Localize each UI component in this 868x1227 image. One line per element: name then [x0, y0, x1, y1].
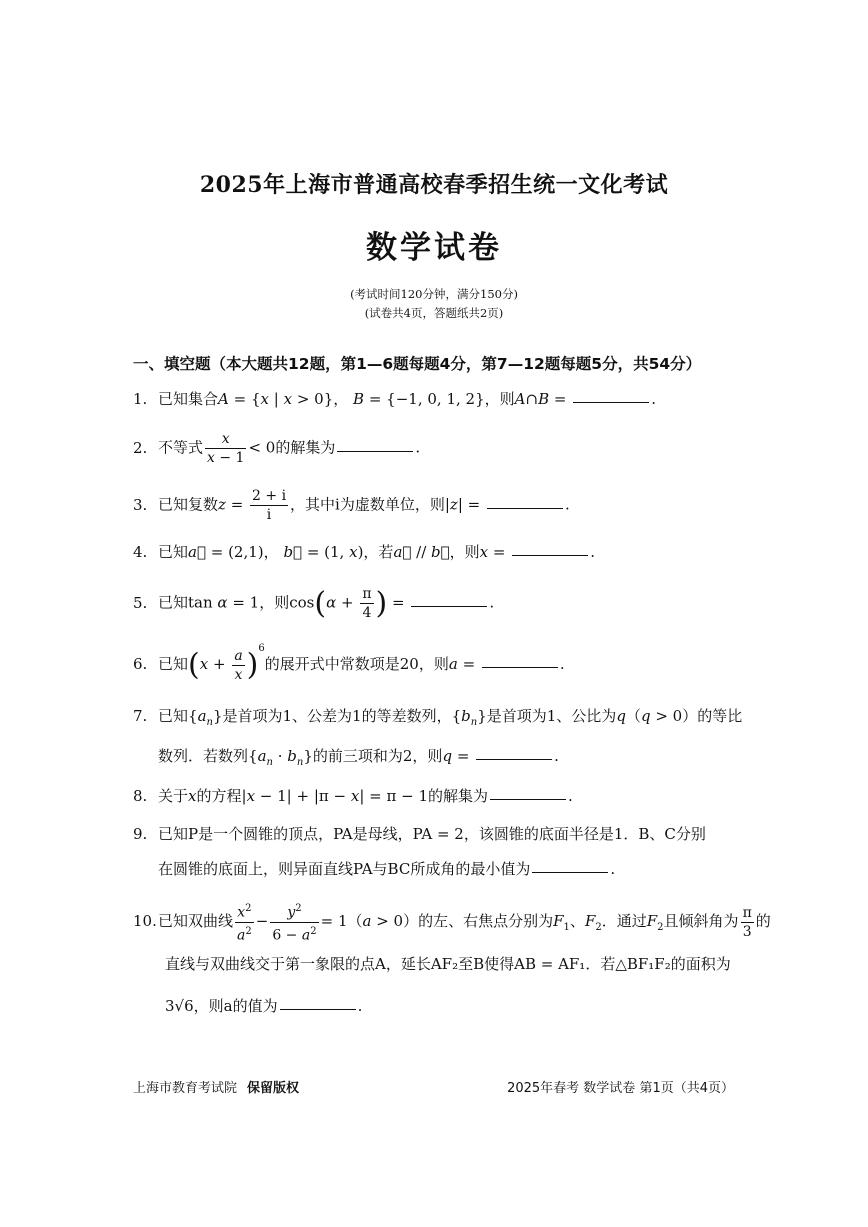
- question-1: 1. 已知集合A = {x | x > 0}， B = {−1, 0, 1, 2}，则A∩B = .: [133, 390, 656, 408]
- question-9: 9. 已知P是一个圆锥的顶点，PA是母线，PA = 2，该圆锥的底面半径是1．B、C分别: [133, 825, 706, 843]
- question-7-line-2: 数列．若数列$\{a_n \cdot b_n\}$的前三项和为2，则q = .: [158, 747, 559, 768]
- question-3: 3. 已知复数z = $\frac{2 + i}{i}$ ，其中i为虚数单位，则|z| = .: [133, 488, 570, 523]
- answer-blank[interactable]: [490, 798, 566, 800]
- exam-title: 2025年上海市普通高校春季招生统一文化考试: [199, 172, 669, 198]
- answer-blank[interactable]: [487, 507, 563, 509]
- question-10: 10.已知双曲线 $\frac{x^2}{a^2}$ − $\frac{y^2}{6 - a^2}$ = 1（a > 0）的左、右焦点分别为$F_1$、$F_2$．通过$F_2$且倾斜角为 $\frac{\pi}{3}$ 的: [133, 900, 771, 944]
- answer-blank[interactable]: [337, 450, 413, 452]
- exam-pages-note: (试卷共4页，答题纸共2页): [364, 306, 504, 320]
- footer-page-info: 2025年春考 数学试卷 第1页（共4页）: [507, 1081, 734, 1096]
- answer-blank[interactable]: [280, 1008, 356, 1010]
- question-9-line-2: 在圆锥的底面上，则异面直线PA与BC所成角的最小值为 .: [158, 860, 616, 878]
- question-2: 2. 不等式 $\frac{x}{x - 1}$ < 0的解集为 .: [133, 431, 421, 466]
- question-10-line-3: 3√6，则a的值为 .: [165, 997, 363, 1015]
- footer-publisher: 上海市教育考试院 保留版权: [133, 1081, 300, 1096]
- answer-blank[interactable]: [476, 758, 552, 760]
- question-4: 4. 已知a⃗ = (2,1)， b⃗ = (1, x)，若a⃗ // b⃗，则x = .: [133, 543, 596, 561]
- question-6: 6. 已知(x + $\frac{a}{x}$ )$^6$的展开式中常数项是20，则a = .: [133, 643, 565, 683]
- question-10-line-2: 直线与双曲线交于第一象限的点A，延长AF₂至B使得AB = AF₁．若△BF₁F₂的面积为: [165, 955, 731, 973]
- question-7: 7. 已知$\{a_n\}$是首项为1、公差为1的等差数列，$\{b_n\}$是首项为1、公比为q（q > 0）的等比: [133, 707, 743, 728]
- section-heading: 一、填空题（本大题共12题，第1—6题每题4分，第7—12题每题5分，共54分）: [133, 355, 702, 373]
- exam-time-note: (考试时间120分钟，满分150分): [350, 287, 518, 301]
- answer-blank[interactable]: [573, 401, 649, 403]
- exam-subtitle: 数学试卷: [366, 230, 502, 266]
- answer-blank[interactable]: [512, 554, 588, 556]
- question-5: 5. 已知tan α = 1，则cos(α + $\frac{\pi}{4}$ ) = .: [133, 586, 495, 621]
- question-8: 8. 关于x的方程|x − 1| + |π − x| = π − 1的解集为 .: [133, 787, 573, 805]
- answer-blank[interactable]: [411, 605, 487, 607]
- answer-blank[interactable]: [482, 666, 558, 668]
- answer-blank[interactable]: [532, 871, 608, 873]
